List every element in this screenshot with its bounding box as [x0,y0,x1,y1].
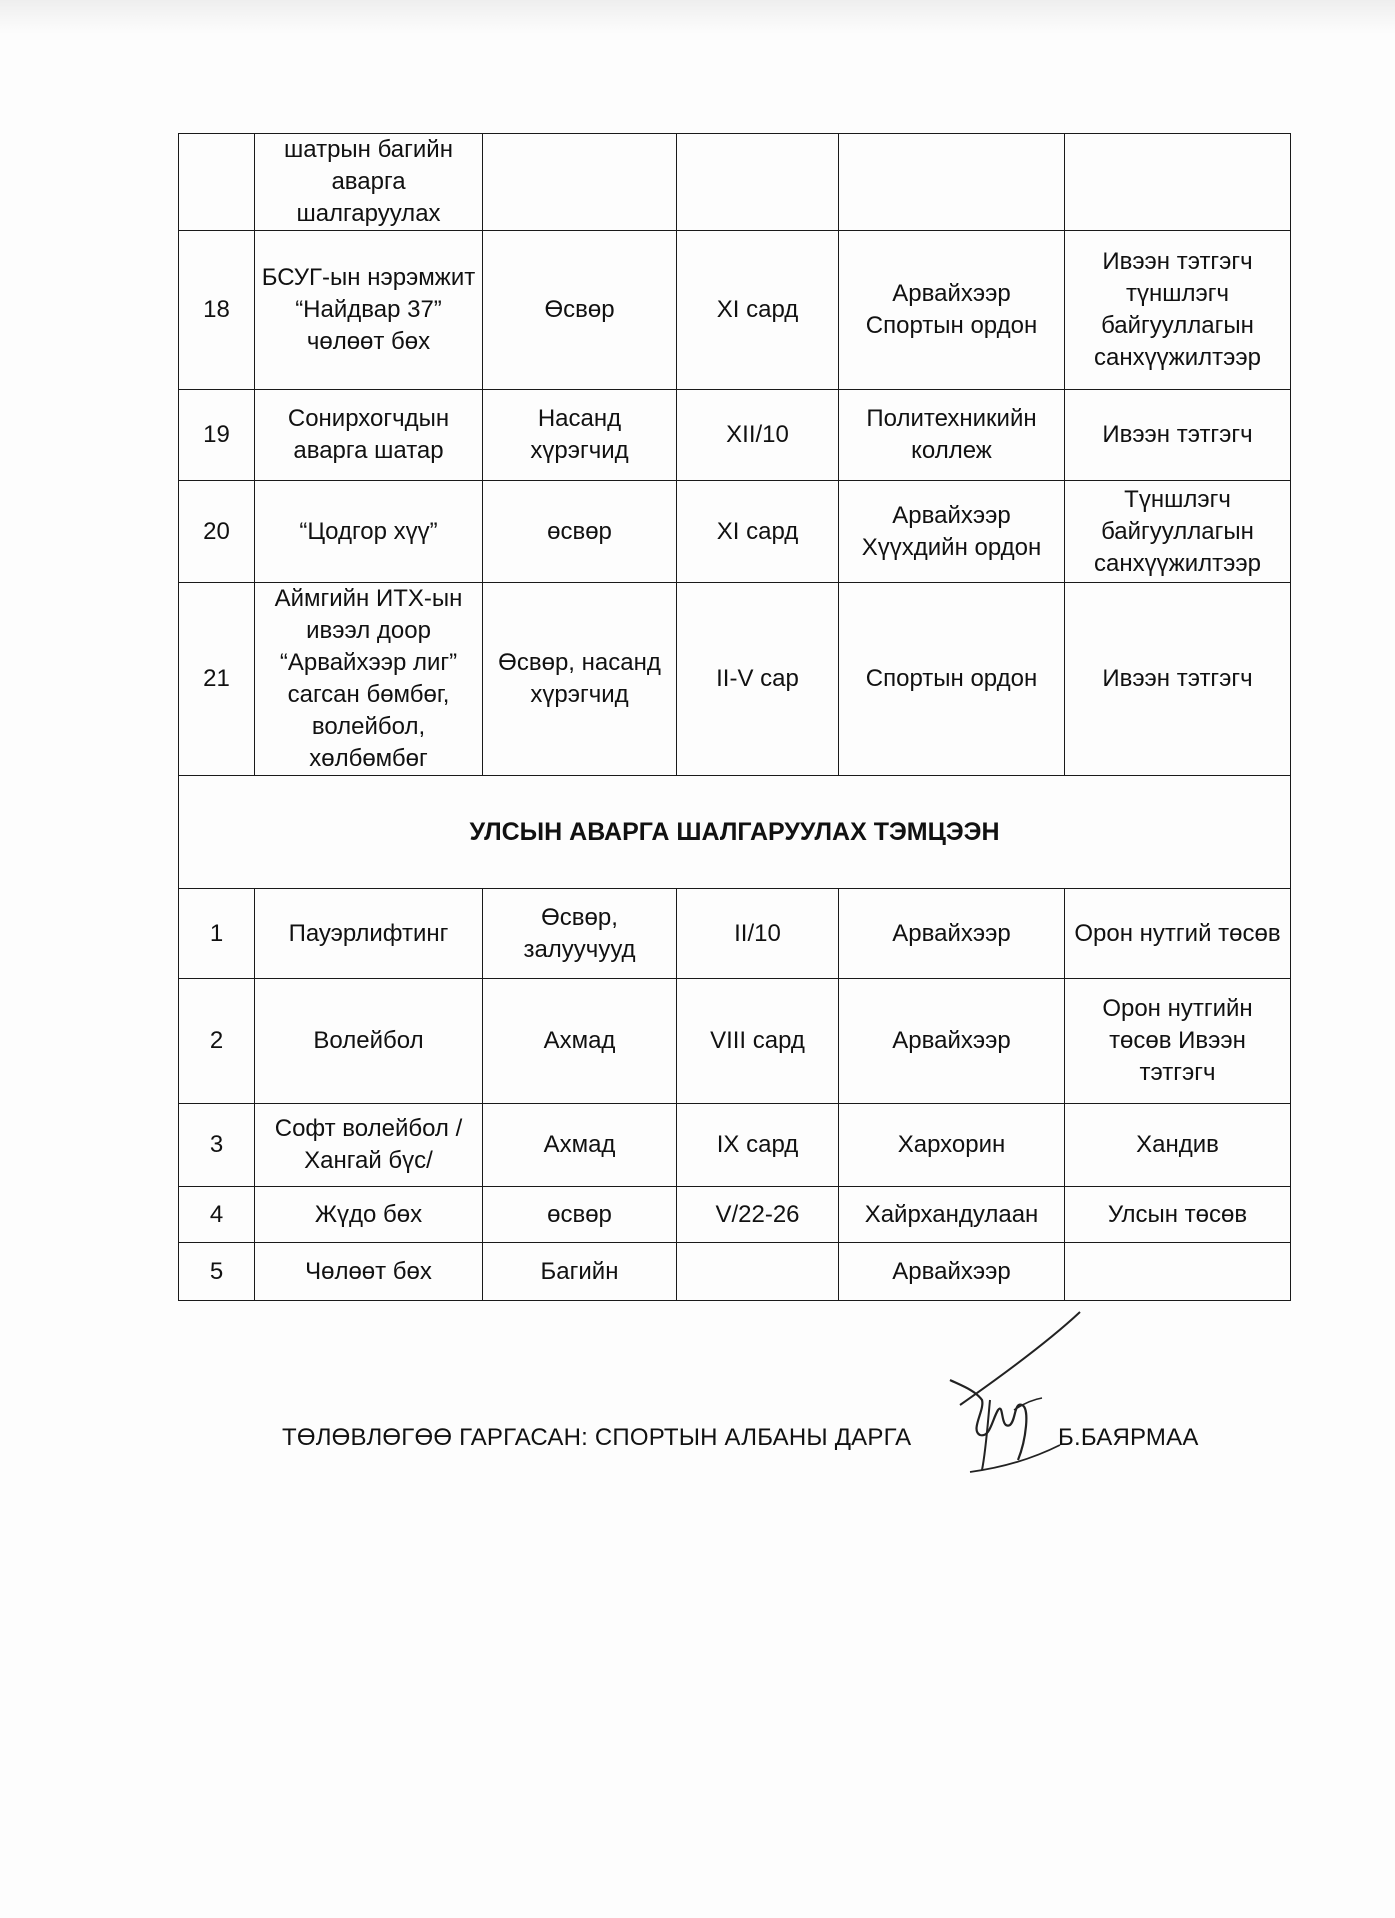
age-group: Өсвөр, залуучууд [483,889,677,979]
event-date [677,134,839,231]
funding: Орон нутгийн төсөв Ивээн тэтгэгч [1065,979,1291,1104]
table-row [179,1104,1291,1187]
age-group: Ахмад [483,1104,677,1187]
table-row [179,481,1291,583]
table-row [179,1243,1291,1301]
row-number: 3 [179,1104,255,1187]
table-row [179,889,1291,979]
signatory-name: Б.БАЯРМАА [1058,1424,1199,1451]
event-date [677,1243,839,1301]
event-place: Арвайхээр [839,1243,1065,1301]
event-place: Хархорин [839,1104,1065,1187]
prepared-by-label: ТӨЛӨВЛӨГӨӨ ГАРГАСАН: СПОРТЫН АЛБАНЫ ДАРГА [282,1424,912,1451]
funding: Улсын төсөв [1065,1187,1291,1243]
row-number: 2 [179,979,255,1104]
event-place: Арвайхээр [839,889,1065,979]
age-group: өсвөр [483,1187,677,1243]
event-date: V/22-26 [677,1187,839,1243]
age-group: Ахмад [483,979,677,1104]
table-row [179,231,1291,390]
funding: Ивээн тэтгэгч [1065,390,1291,481]
age-group: Өсвөр, насанд хүрэгчид [483,583,677,776]
funding [1065,1243,1291,1301]
section-title: УЛСЫН АВАРГА ШАЛГАРУУЛАХ ТЭМЦЭЭН [179,776,1291,889]
age-group: өсвөр [483,481,677,583]
table-row [179,134,1291,231]
event-date: II-V сар [677,583,839,776]
event-place [839,134,1065,231]
event-place: Арвайхээр [839,979,1065,1104]
event-date: XI сард [677,231,839,390]
event-date: II/10 [677,889,839,979]
table-row [179,979,1291,1104]
section-row [179,776,1291,889]
event-name: Аймгийн ИТХ-ын ивээл доор “Арвайхээр лиг” сагсан бөмбөг, волейбол, хөлбөмбөг [255,583,483,776]
age-group: Насанд хүрэгчид [483,390,677,481]
event-place: Арвайхээр Хүүхдийн ордон [839,481,1065,583]
event-date: XII/10 [677,390,839,481]
row-number: 4 [179,1187,255,1243]
event-name: БСУГ-ын нэрэмжит “Найдвар 37” чөлөөт бөх [255,231,483,390]
event-name: “Цодгор хүү” [255,481,483,583]
age-group: Багийн [483,1243,677,1301]
funding: Ивээн тэтгэгч түншлэгч байгууллагын санхүүжилтээр [1065,231,1291,390]
funding: Ивээн тэтгэгч [1065,583,1291,776]
handwritten-signature [930,1310,1090,1490]
funding: Түншлэгч байгууллагын санхүүжилтээр [1065,481,1291,583]
event-plan-table [178,133,1291,1301]
scan-edge-shadow [0,0,1395,34]
event-name: Жүдо бөх [255,1187,483,1243]
event-name: шатрын багийн аварга шалгаруулах [255,134,483,231]
table-row [179,583,1291,776]
event-date: VIII сард [677,979,839,1104]
event-date: IX сард [677,1104,839,1187]
row-number [179,134,255,231]
row-number: 20 [179,481,255,583]
event-place: Спортын ордон [839,583,1065,776]
event-name: Волейбол [255,979,483,1104]
row-number: 19 [179,390,255,481]
row-number: 1 [179,889,255,979]
event-date: XI сард [677,481,839,583]
funding: Орон нутгий төсөв [1065,889,1291,979]
row-number: 18 [179,231,255,390]
event-name: Софт волейбол /Хангай бүс/ [255,1104,483,1187]
funding [1065,134,1291,231]
table-row [179,390,1291,481]
event-name: Пауэрлифтинг [255,889,483,979]
age-group [483,134,677,231]
event-name: Сонирхогчдын аварга шатар [255,390,483,481]
event-place: Арвайхээр Спортын ордон [839,231,1065,390]
table-row [179,1187,1291,1243]
age-group: Өсвөр [483,231,677,390]
row-number: 21 [179,583,255,776]
funding: Хандив [1065,1104,1291,1187]
row-number: 5 [179,1243,255,1301]
event-place: Политехникийн коллеж [839,390,1065,481]
event-name: Чөлөөт бөх [255,1243,483,1301]
event-place: Хайрхандулаан [839,1187,1065,1243]
